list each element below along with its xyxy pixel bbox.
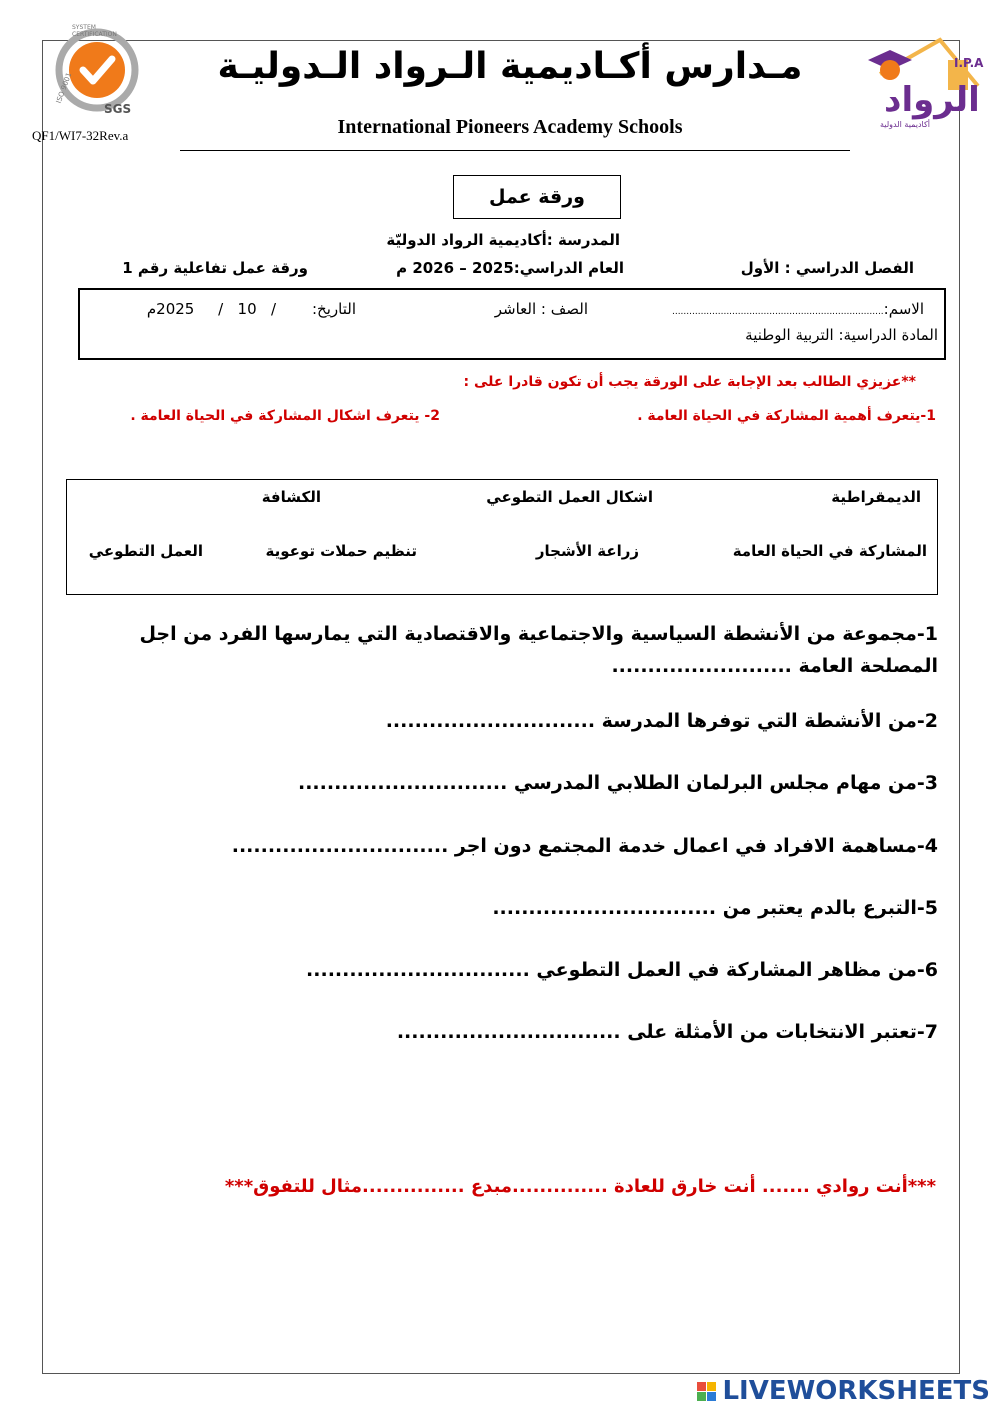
- header-divider: [180, 150, 850, 151]
- word-bank-item[interactable]: المشاركة في الحياة العامة: [732, 542, 927, 560]
- name-dots: ..........................................................................: [671, 307, 884, 317]
- objective-1: 1-يتعرف أهمية المشاركة في الحياة العامة .: [637, 408, 936, 424]
- student-info-box: [78, 288, 946, 360]
- question-2[interactable]: 2-من الأنشطة التي توفرها المدرسة .............................: [385, 710, 938, 732]
- word-bank-item[interactable]: العمل التطوعي: [88, 542, 203, 560]
- iso-logo: [52, 26, 142, 120]
- motto: ***أنت روادي ....... أنت خارق للعادة ..............مبدع ...............مثال للتفوق***: [224, 1176, 936, 1197]
- class-label: الصف : العاشر: [494, 300, 588, 318]
- question-1[interactable]: 1-مجموعة من الأنشطة السياسية والاجتماعية والاقتصادية التي يمارسها الفرد من اجل المصلحة العامة .........................: [139, 623, 938, 677]
- word-bank: [66, 479, 938, 595]
- word-bank-item[interactable]: تنظيم حملات توعوية: [265, 542, 417, 560]
- form-code: QF1/WI7-32Rev.a: [32, 128, 129, 143]
- school-title-ar: مـدارس أكـاديمية الـرواد الـدوليـة: [217, 46, 803, 87]
- liveworksheets-brand[interactable]: [697, 1376, 990, 1406]
- question-3[interactable]: 3-من مهام مجلس البرلمان الطلابي المدرسي .............................: [297, 772, 938, 794]
- iso-brand: SGS: [104, 102, 132, 116]
- liveworksheets-icon: [697, 1382, 716, 1401]
- iso-side-text: ISO 9001: [54, 71, 74, 105]
- iso-top-text: SYSTEM CERTIFICATION: [72, 24, 117, 38]
- academy-name: الرواد: [884, 80, 980, 120]
- sheet-number: ورقة عمل تفاعلية رقم 1: [122, 259, 308, 277]
- question-6[interactable]: 6-من مظاهر المشاركة في العمل التطوعي ...............................: [306, 959, 938, 981]
- liveworksheets-text: LIVEWORKSHEETS: [722, 1376, 990, 1406]
- date-value: / 10 / 2025م: [146, 300, 276, 318]
- name-field[interactable]: [672, 300, 924, 318]
- academy-abbr: I.P.A: [954, 56, 984, 70]
- question-4[interactable]: 4-مساهمة الافراد في اعمال خدمة المجتمع دون اجر ..............................: [231, 835, 938, 857]
- question-7[interactable]: 7-تعتبر الانتخابات من الأمثلة على ...............................: [396, 1021, 938, 1043]
- academy-logo: [860, 34, 984, 138]
- academy-sub: أكاديمية الدولية: [880, 120, 930, 129]
- school-title-en: International Pioneers Academy Schools: [337, 116, 683, 138]
- subject-label: المادة الدراسية: التربية الوطنية: [745, 326, 938, 344]
- school-line: المدرسة :أكاديمية الرواد الدوليّة: [386, 231, 620, 249]
- word-bank-item[interactable]: اشكال العمل التطوعي: [486, 488, 653, 506]
- objective-2: 2- يتعرف اشكال المشاركة في الحياة العامة .: [130, 408, 440, 424]
- objectives-intro: **عزيزي الطالب بعد الإجابة على الورقة يجب أن تكون قادرا على :: [463, 374, 916, 390]
- date-label: التاريخ:: [312, 300, 356, 318]
- word-bank-item[interactable]: الديمقراطية: [831, 488, 921, 506]
- word-bank-item[interactable]: زراعة الأشجار: [535, 542, 639, 560]
- worksheet-title: ورقة عمل: [453, 175, 621, 219]
- semester-line: الفصل الدراسي : الأول: [740, 259, 914, 277]
- name-label: الاسم:: [883, 300, 924, 318]
- word-bank-item[interactable]: الكشافة: [261, 488, 321, 506]
- question-5[interactable]: 5-التبرع بالدم يعتبر من ...............................: [492, 897, 938, 919]
- year-line: العام الدراسي:2025 – 2026 م: [396, 259, 624, 277]
